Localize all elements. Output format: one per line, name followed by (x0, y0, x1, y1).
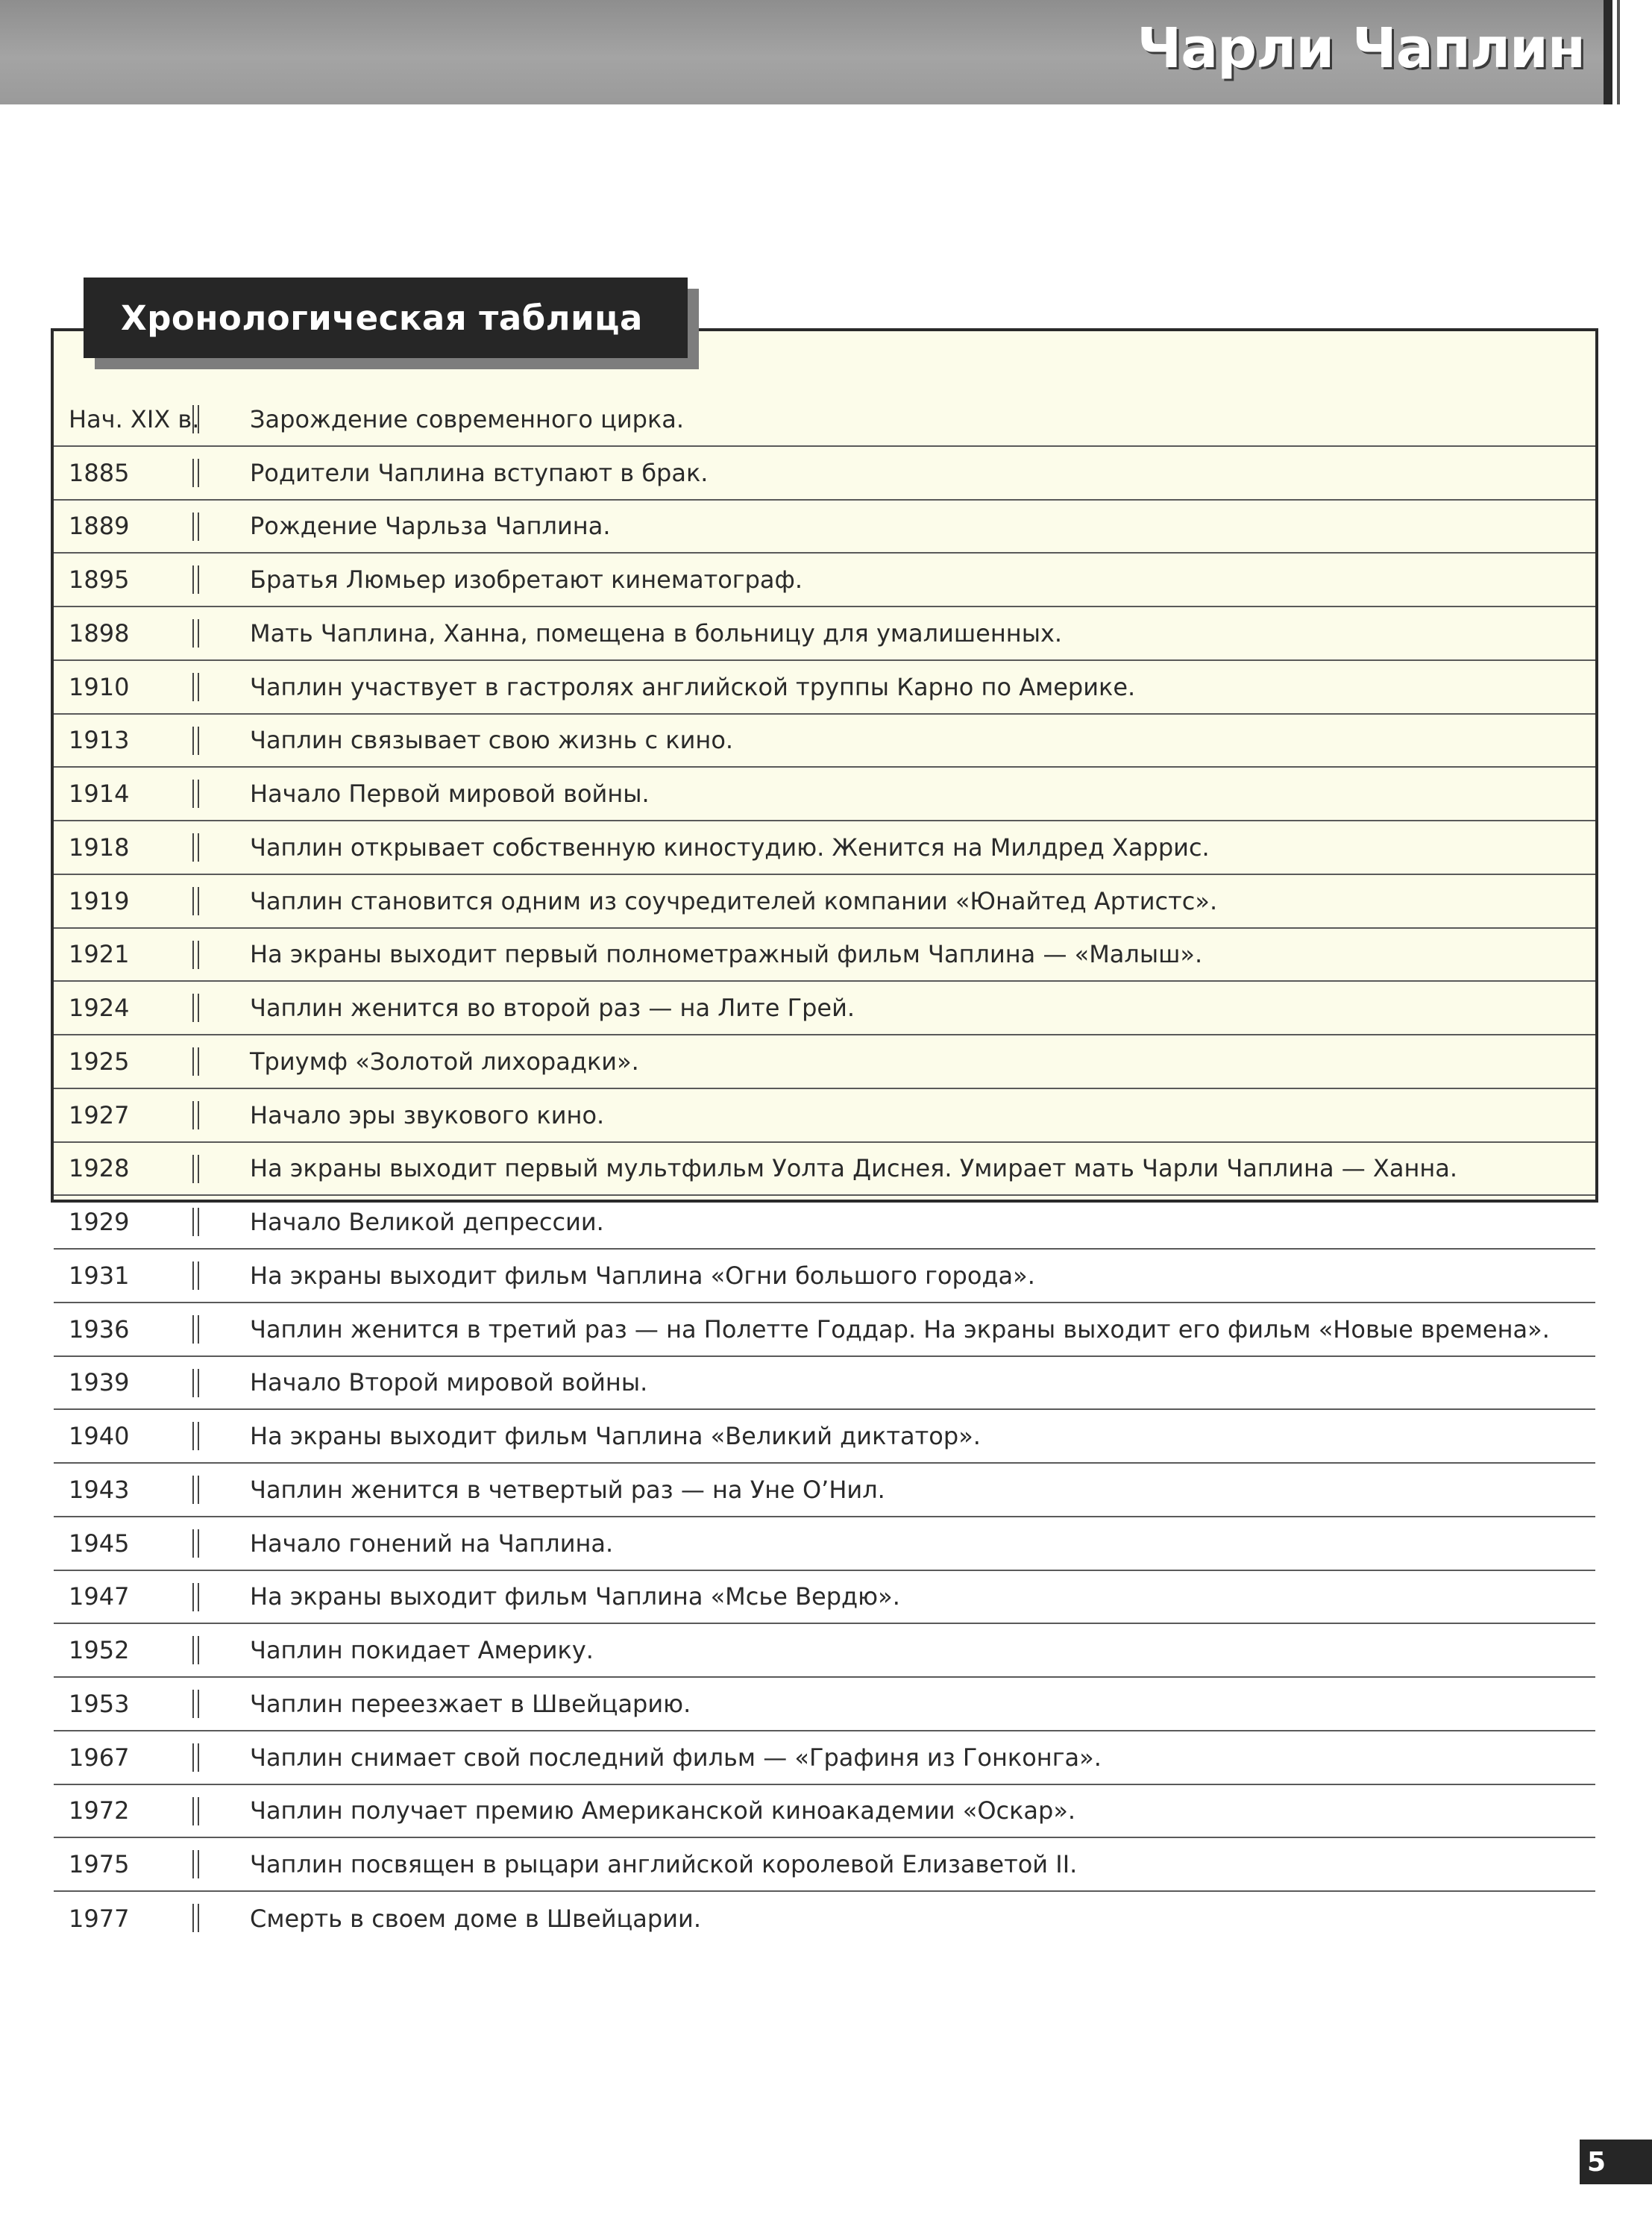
row-date: 1919 (69, 886, 130, 915)
table-row (54, 1303, 1595, 1357)
page-title: Чарли Чаплин (1137, 16, 1585, 81)
row-separator (192, 780, 199, 808)
table-row (54, 1035, 1595, 1089)
row-event: Начало Великой депрессии. (250, 1208, 604, 1237)
table-row (54, 1678, 1595, 1731)
row-date: 1885 (69, 458, 130, 487)
row-date: 1918 (69, 833, 130, 862)
row-event: Мать Чаплина, Ханна, помещена в больницу для умалишенных. (250, 618, 1063, 648)
table-row (54, 1731, 1595, 1785)
row-event: Чаплин женится во второй раз — на Лите Грей. (250, 994, 855, 1023)
section-title: Хронологическая таблица (121, 298, 643, 338)
table-row (54, 447, 1595, 501)
row-date: 1898 (69, 618, 130, 648)
row-date: 1977 (69, 1904, 130, 1933)
row-date: 1928 (69, 1154, 130, 1183)
table-row (54, 607, 1595, 661)
row-separator (192, 1208, 199, 1236)
header-edge-bar (1604, 0, 1612, 104)
row-date: 1925 (69, 1047, 130, 1076)
row-event: Чаплин посвящен в рыцари английской королевой Елизаветой II. (250, 1850, 1078, 1879)
table-row (54, 982, 1595, 1035)
table-row (54, 501, 1595, 554)
row-date: 1910 (69, 672, 130, 701)
row-date: 1940 (69, 1422, 130, 1451)
table-row (54, 1143, 1595, 1197)
row-date: 1924 (69, 994, 130, 1023)
table-row (54, 1892, 1595, 1946)
row-date: 1929 (69, 1208, 130, 1237)
row-separator (192, 619, 199, 648)
row-separator (192, 513, 199, 541)
row-event: Чаплин получает премию Американской киноакадемии «Оскар». (250, 1796, 1076, 1825)
table-row (54, 1785, 1595, 1839)
row-event: Начало Первой мировой войны. (250, 780, 650, 809)
table-row (54, 715, 1595, 768)
row-date: 1975 (69, 1850, 130, 1879)
row-separator (192, 405, 199, 433)
row-separator (192, 1315, 199, 1344)
row-separator (192, 1583, 199, 1611)
row-event: Чаплин переезжает в Швейцарию. (250, 1689, 691, 1718)
row-date: 1953 (69, 1689, 130, 1718)
table-row (54, 1464, 1595, 1517)
table-row (54, 1196, 1595, 1250)
row-separator (192, 565, 199, 594)
row-date: 1889 (69, 512, 130, 541)
row-date: 1936 (69, 1314, 130, 1344)
row-separator (192, 1476, 199, 1504)
table-row (54, 1624, 1595, 1678)
table-row (54, 1357, 1595, 1411)
table-row (54, 1838, 1595, 1892)
row-event: Начало гонений на Чаплина. (250, 1529, 614, 1558)
row-separator (192, 941, 199, 969)
row-separator (192, 1422, 199, 1450)
row-date: Нач. XIX в. (69, 404, 200, 433)
row-event: Чаплин становится одним из соучредителей компании «Юнайтед Артистс». (250, 886, 1218, 915)
row-date: 1921 (69, 940, 130, 969)
row-date: 1947 (69, 1582, 130, 1611)
row-event: На экраны выходит фильм Чаплина «Великий диктатор». (250, 1422, 981, 1451)
table-row (54, 1517, 1595, 1571)
table-row (54, 768, 1595, 821)
row-event: Чаплин участвует в гастролях английской труппы Карно по Америке. (250, 672, 1136, 701)
row-date: 1952 (69, 1636, 130, 1665)
row-date: 1913 (69, 726, 130, 755)
row-separator (192, 673, 199, 701)
row-separator (192, 1690, 199, 1718)
table-row (54, 554, 1595, 607)
section-title-box (84, 278, 688, 358)
row-event: Чаплин открывает собственную киностудию. Женится на Милдред Харрис. (250, 833, 1210, 862)
row-separator (192, 1155, 199, 1183)
table-row (54, 875, 1595, 929)
row-date: 1939 (69, 1368, 130, 1397)
header-edge-line (1617, 0, 1620, 104)
row-date: 1931 (69, 1261, 130, 1290)
row-event: Чаплин покидает Америку. (250, 1636, 594, 1665)
row-separator (192, 833, 199, 862)
table-row (54, 1410, 1595, 1464)
row-event: На экраны выходит первый мультфильм Уолта Диснея. Умирает мать Чарли Чаплина — Ханна. (250, 1154, 1458, 1183)
timeline-rows (54, 393, 1595, 1946)
row-event: Триумф «Золотой лихорадки». (250, 1047, 639, 1076)
row-event: Начало Второй мировой войны. (250, 1368, 648, 1397)
table-row (54, 929, 1595, 982)
row-event: Братья Люмьер изобретают кинематограф. (250, 565, 803, 595)
row-date: 1895 (69, 565, 130, 595)
row-separator (192, 1047, 199, 1076)
row-event: Смерть в своем доме в Швейцарии. (250, 1904, 701, 1933)
row-separator (192, 994, 199, 1022)
page-number: 5 (1580, 2140, 1652, 2184)
table-row (54, 1089, 1595, 1143)
table-row (54, 1250, 1595, 1303)
row-separator (192, 1261, 199, 1290)
row-date: 1914 (69, 780, 130, 809)
row-date: 1927 (69, 1100, 130, 1129)
row-separator (192, 1636, 199, 1664)
row-date: 1945 (69, 1529, 130, 1558)
row-event: Зарождение современного цирка. (250, 404, 685, 433)
row-date: 1943 (69, 1475, 130, 1504)
row-event: На экраны выходит фильм Чаплина «Мсье Вердю». (250, 1582, 900, 1611)
row-event: Чаплин связывает свою жизнь с кино. (250, 726, 734, 755)
row-separator (192, 1101, 199, 1129)
row-separator (192, 1797, 199, 1825)
table-row (54, 821, 1595, 875)
row-separator (192, 459, 199, 487)
row-separator (192, 1529, 199, 1558)
row-separator (192, 1369, 199, 1397)
row-date: 1967 (69, 1743, 130, 1772)
table-row (54, 393, 1595, 447)
row-separator (192, 1904, 199, 1932)
row-separator (192, 1850, 199, 1878)
row-event: На экраны выходит фильм Чаплина «Огни большого города». (250, 1261, 1035, 1290)
row-date: 1972 (69, 1796, 130, 1825)
row-event: На экраны выходит первый полнометражный фильм Чаплина — «Малыш». (250, 940, 1203, 969)
row-separator (192, 727, 199, 755)
row-separator (192, 1743, 199, 1772)
table-row (54, 1571, 1595, 1625)
row-event: Чаплин женится в третий раз — на Полетте Годдар. На экраны выходит его фильм «Новые времена». (250, 1314, 1550, 1344)
row-event: Родители Чаплина вступают в брак. (250, 458, 709, 487)
row-event: Начало эры звукового кино. (250, 1100, 605, 1129)
row-event: Чаплин женится в четвертый раз — на Уне О’Нил. (250, 1475, 885, 1504)
row-separator (192, 887, 199, 915)
row-event: Рождение Чарльза Чаплина. (250, 512, 611, 541)
row-event: Чаплин снимает свой последний фильм — «Графиня из Гонконга». (250, 1743, 1102, 1772)
table-row (54, 661, 1595, 715)
